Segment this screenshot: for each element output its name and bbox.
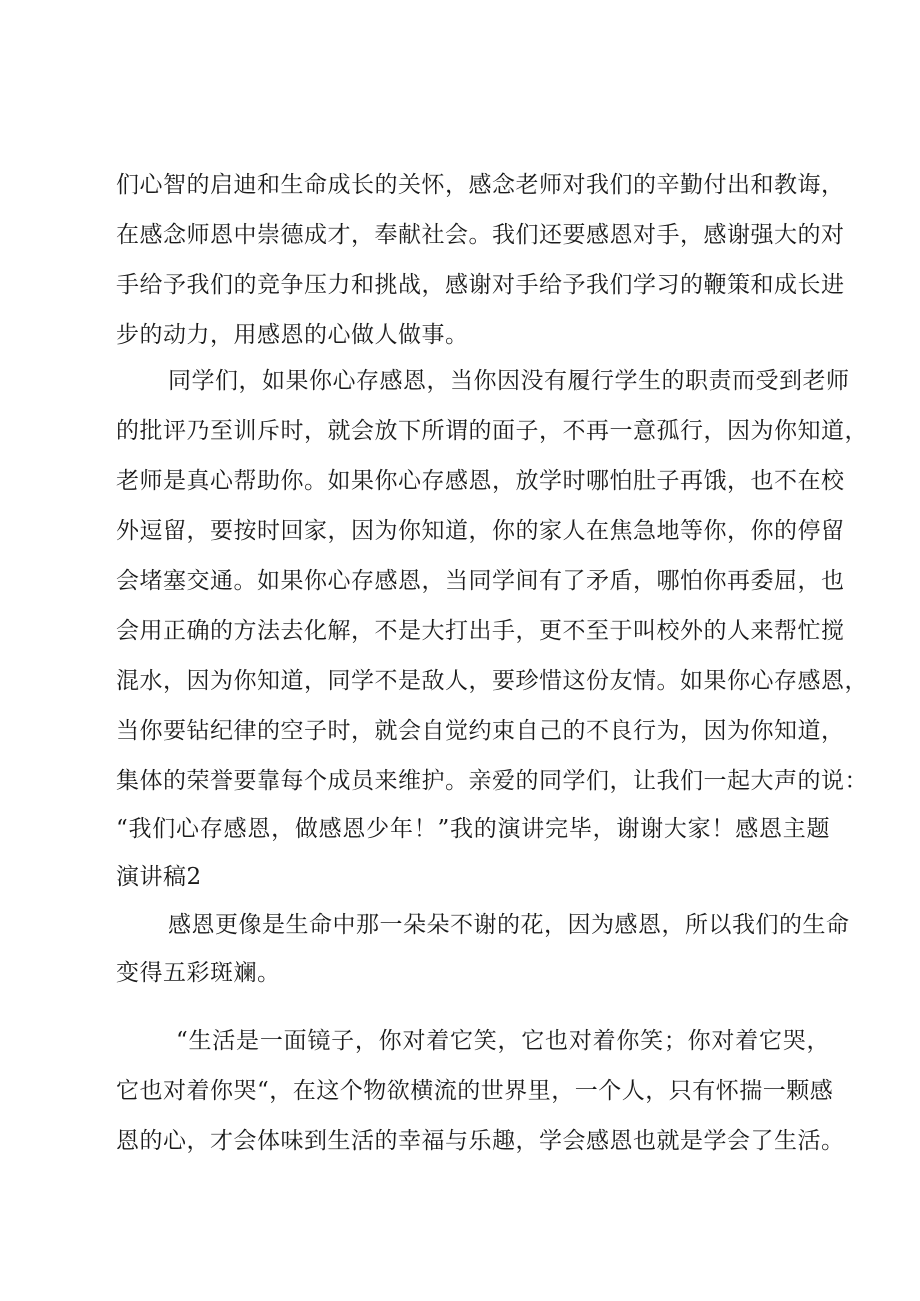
- text-line: “生活是一面镜子，你对着它笑，它也对着你笑；你对着它哭，: [176, 1028, 830, 1054]
- text-line: 当你要钻纪律的空子时，就会自觉约束自己的不良行为，因为你知道，: [116, 718, 845, 744]
- text-line: 老师是真心帮助你。如果你心存感恩，放学时哪怕肚子再饿，也不在校: [116, 468, 845, 494]
- text-line: 变得五彩斑斓。: [116, 960, 281, 986]
- text-line: 感恩更像是生命中那一朵朵不谢的花，因为感恩，所以我们的生命: [168, 912, 850, 938]
- text-line: 会堵塞交通。如果你心存感恩，当同学间有了矛盾，哪怕你再委屈，也: [116, 568, 845, 594]
- text-line: 们心智的启迪和生命成长的关怀，感念老师对我们的辛勤付出和教诲，: [116, 172, 845, 198]
- text-line: 手给予我们的竞争压力和挑战，感谢对手给予我们学习的鞭策和成长进: [116, 272, 845, 298]
- text-line: 集体的荣誉要靠每个成员来维护。亲爱的同学们，让我们一起大声的说：: [116, 768, 868, 794]
- text-line: 同学们，如果你心存感恩，当你因没有履行学生的职责而受到老师: [168, 368, 850, 394]
- text-line: 恩的心，才会体味到生活的幸福与乐趣，学会感恩也就是学会了生活。: [116, 1128, 845, 1154]
- text-line: 的批评乃至训斥时，就会放下所谓的面子，不再一意孤行，因为你知道，: [116, 418, 868, 444]
- text-line: 会用正确的方法去化解，不是大打出手，更不至于叫校外的人来帮忙搅: [116, 618, 845, 644]
- text-line: 演讲稿2: [116, 864, 202, 890]
- text-line: 在感念师恩中崇德成才，奉献社会。我们还要感恩对手，感谢强大的对: [116, 222, 845, 248]
- text-line: “我们心存感恩，做感恩少年！”我的演讲完毕，谢谢大家！感恩主题: [116, 816, 830, 842]
- text-line: 混水，因为你知道，同学不是敌人，要珍惜这份友情。如果你心存感恩，: [116, 668, 868, 694]
- text-line: 步的动力，用感恩的心做人做事。: [116, 322, 469, 348]
- text-line: 外逗留，要按时回家，因为你知道，你的家人在焦急地等你，你的停留: [116, 518, 845, 544]
- text-line: 它也对着你哭“，在这个物欲横流的世界里，一个人，只有怀揣一颗感: [116, 1078, 834, 1104]
